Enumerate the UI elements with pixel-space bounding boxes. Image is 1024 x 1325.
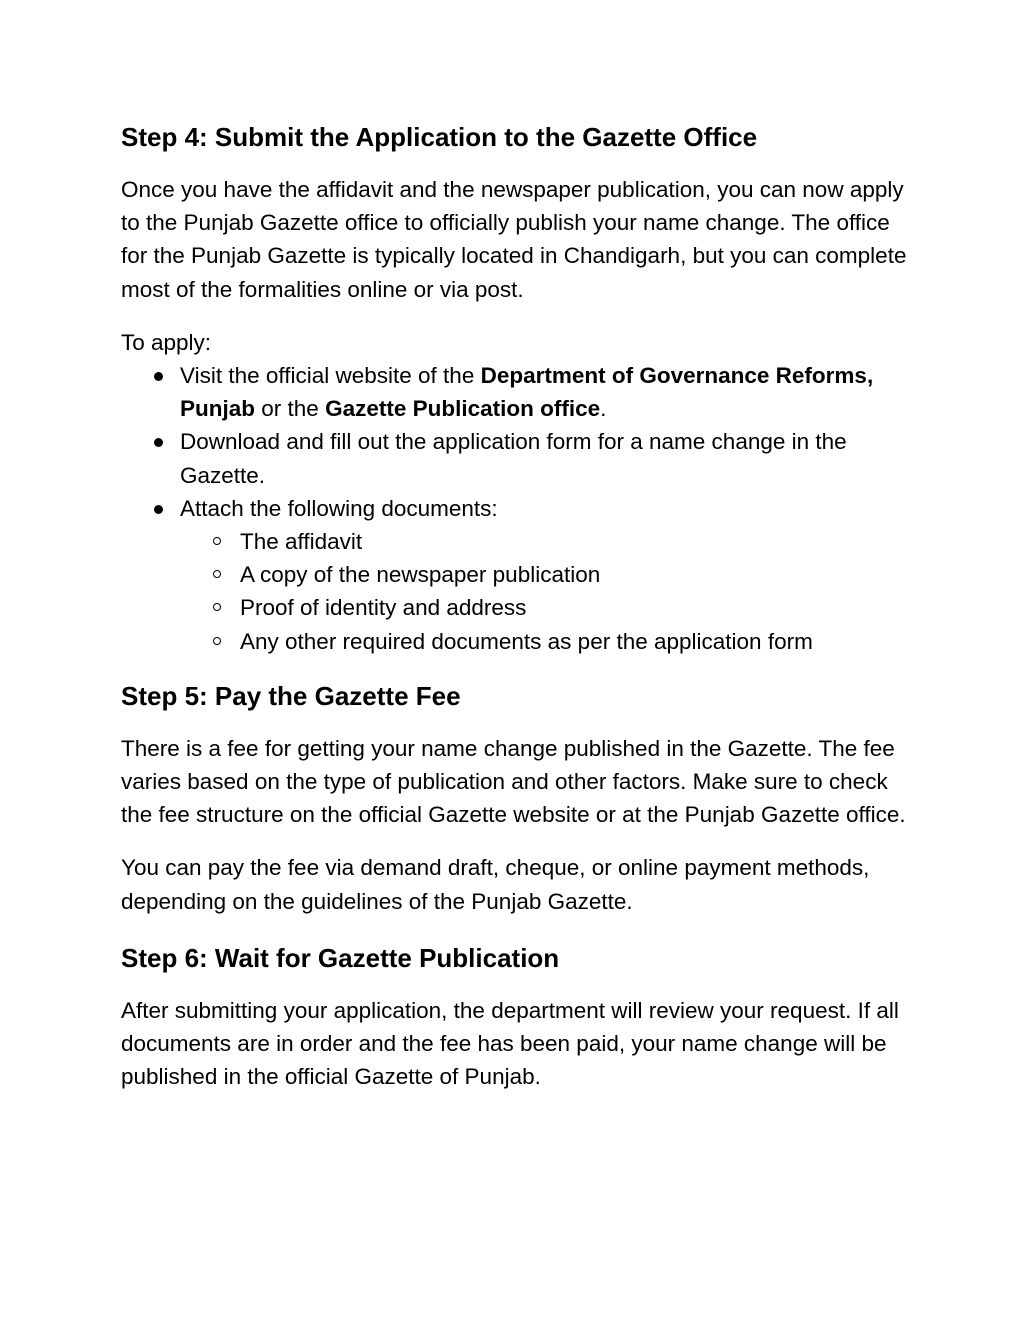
step6-heading: Step 6: Wait for Gazette Publication [121, 942, 560, 973]
bullet-item-attach-documents: Attach the following documents: The affidavit A copy of the newspaper publication Proof of identity and address Any other required documents as per the application form [121, 492, 921, 658]
step4-paragraph-intro: Once you have the affidavit and the newspaper publication, you can now apply to the Punjab Gazette office to officially publish your name change. The office for the Punjab Gazette is typically located in Chandigarh, but you can complete most of the formalities online or via post. [121, 177, 907, 302]
bullet-item-visit-website: Visit the official website of the Department of Governance Reforms, Punjab or the Gazette Publication office. [121, 359, 921, 425]
hollow-circle-bullet-icon [213, 537, 221, 545]
documents-sub-list [180, 525, 921, 658]
sub-item-affidavit: The affidavit [179, 525, 921, 558]
sub-item-other-documents: Any other required documents as per the application form [179, 625, 921, 658]
bullet-dot-icon [154, 438, 163, 447]
step4-paragraph-to-apply: To apply: [121, 329, 212, 355]
bullet-dot-icon [154, 372, 163, 381]
hollow-circle-bullet-icon [213, 603, 221, 611]
step4-bullet-list [121, 359, 921, 658]
document-page [121, 117, 921, 1093]
step4-heading: Step 4: Submit the Application to the Gazette Office [121, 122, 758, 152]
step6-paragraph-review: After submitting your application, the department will review your request. If all documents are in order and the fee has been paid, your name change will be published in the official Gazette of Punjab. [121, 997, 899, 1090]
step5-paragraph-payment: You can pay the fee via demand draft, cheque, or online payment methods, depending on the guidelines of the Punjab Gazette. [121, 855, 870, 914]
step5-heading: Step 5: Pay the Gazette Fee [121, 680, 461, 711]
bullet-dot-icon [154, 505, 163, 514]
bullet-item-download-form: Download and fill out the application form for a name change in the Gazette. [121, 425, 921, 491]
hollow-circle-bullet-icon [213, 637, 221, 645]
bold-gazette-office-name: Gazette Publication office [325, 396, 601, 422]
step5-paragraph-fee: There is a fee for getting your name change published in the Gazette. The fee varies based on the type of publication and other factors. Make sure to check the fee structure on the official Gazette website or at the Punjab Gazette office. [121, 735, 906, 828]
sub-item-proof-identity: Proof of identity and address [179, 591, 921, 624]
bold-department-name: Department of Governance Reforms, Punjab [180, 363, 874, 422]
hollow-circle-bullet-icon [213, 570, 221, 578]
sub-item-newspaper-copy: A copy of the newspaper publication [179, 558, 921, 591]
